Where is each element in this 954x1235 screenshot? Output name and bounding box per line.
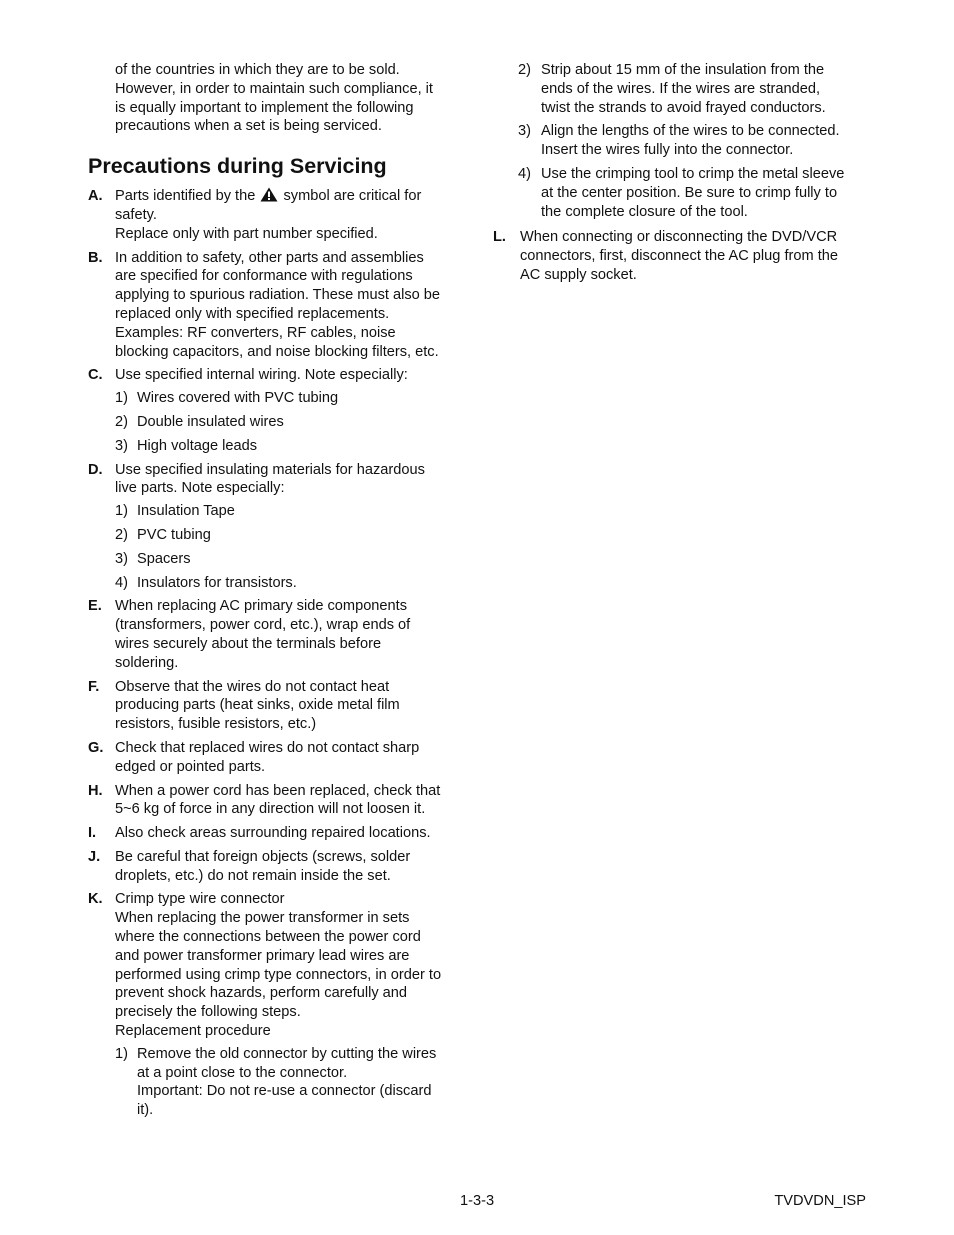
sub-text: it). (137, 1102, 154, 1119)
item-letter: I. (88, 825, 97, 842)
item-text: When a power cord has been replaced, check that (115, 782, 441, 799)
sub-item (115, 413, 466, 432)
item-text: applying to spurious radiation. These must also be (115, 287, 441, 304)
item-d (88, 461, 466, 593)
item-text: replaced only with specified replacements. (115, 305, 390, 322)
sub-item (493, 122, 868, 160)
item-text: (transformers, power cord, etc.), wrap ends of (115, 617, 411, 634)
intro-paragraph (115, 61, 466, 136)
item-text: precisely the following steps. (115, 1004, 301, 1021)
sub-text: Insert the wires fully into the connector. (541, 142, 794, 159)
sub-number: 4) (518, 165, 531, 182)
sub-text: Double insulated wires (137, 413, 284, 430)
item-i (88, 824, 466, 843)
sub-text: the complete closure of the tool. (541, 203, 748, 220)
item-text: Observe that the wires do not contact heat (115, 678, 390, 695)
item-letter: L. (493, 229, 506, 246)
item-h (88, 782, 466, 820)
sub-number: 3) (115, 437, 128, 454)
right-column (493, 61, 868, 290)
item-text: Be careful that foreign objects (screws, solder (115, 848, 411, 865)
sub-text: Important: Do not re-use a connector (discard (137, 1083, 432, 1100)
sub-text: Remove the old connector by cutting the wires (137, 1045, 437, 1062)
page-number: 1-3-3 (460, 1193, 495, 1209)
item-text: When replacing AC primary side components (115, 598, 408, 615)
item-text: AC supply socket. (520, 266, 637, 283)
item-text: Also check areas surrounding repaired locations. (115, 825, 431, 842)
warning-triangle-icon (260, 187, 278, 202)
sub-number: 2) (518, 62, 531, 78)
item-letter: A. (88, 188, 103, 205)
item-text: Replace only with part number specified. (115, 225, 378, 242)
sub-item (115, 437, 466, 456)
item-text: are specified for conformance with regulations (115, 268, 413, 285)
item-c (88, 366, 466, 455)
sub-text: ends of the wires. If the wires are stranded, (541, 80, 821, 97)
item-text: and power transformer primary lead wires are (115, 947, 410, 964)
sub-text: Insulators for transistors. (137, 574, 297, 591)
item-text: droplets, etc.) do not remain inside the set. (115, 867, 391, 884)
section-heading: Precautions during Servicing (88, 154, 387, 179)
sub-number: 1) (115, 503, 128, 520)
sub-text: at the center position. Be sure to crimp fully to (541, 184, 838, 201)
item-text: soldering. (115, 654, 179, 671)
item-letter: H. (88, 782, 103, 799)
sub-number: 2) (115, 413, 128, 430)
sub-text: High voltage leads (137, 437, 258, 454)
sub-number: 4) (115, 574, 128, 591)
sub-number: 1) (115, 1045, 128, 1062)
item-text: connectors, first, disconnect the AC plug from the (520, 248, 838, 265)
item-text: 5~6 kg of force in any direction will not loosen it. (115, 801, 426, 818)
item-text: Replacement procedure (115, 1023, 271, 1040)
item-text: performed using crimp type connectors, in order to (115, 966, 442, 983)
item-text: wires securely about the terminals before (115, 635, 382, 652)
item-text: safety. (115, 206, 157, 223)
item-letter: J. (88, 848, 101, 865)
sub-text: Spacers (137, 550, 191, 567)
intro-line: is equally important to implement the following (115, 99, 414, 116)
item-text: Use specified internal wiring. Note especially: (115, 367, 408, 384)
sub-text: Strip about 15 mm of the insulation from the (541, 62, 825, 78)
sub-item (115, 574, 466, 593)
sub-number: 3) (115, 550, 128, 567)
item-text: Check that replaced wires do not contact sharp (115, 739, 420, 756)
left-column (88, 61, 466, 1125)
sub-text: at a point close to the connector. (137, 1064, 348, 1081)
item-a-post: symbol are critical for (283, 188, 422, 205)
sub-text: PVC tubing (137, 526, 211, 543)
item-text: producing parts (heat sinks, oxide metal film (115, 697, 400, 714)
item-text: where the connections between the power cord (115, 929, 421, 946)
sub-text: Align the lengths of the wires to be connected. (541, 123, 840, 140)
item-letter: C. (88, 367, 103, 384)
item-letter: B. (88, 249, 103, 266)
sub-item (115, 1045, 466, 1120)
sub-item (115, 550, 466, 569)
sub-item (115, 389, 466, 408)
item-b (88, 249, 466, 362)
item-text: When connecting or disconnecting the DVD/VCR (520, 229, 838, 246)
item-text: Crimp type wire connector (115, 891, 285, 908)
sub-item (493, 165, 868, 221)
item-text: blocking capacitors, and noise blocking filters, etc. (115, 343, 439, 360)
item-text: In addition to safety, other parts and assemblies (115, 249, 424, 266)
sub-number: 1) (115, 390, 128, 407)
intro-line: precautions when a set is being serviced. (115, 118, 382, 135)
item-letter: E. (88, 598, 102, 615)
item-text: Examples: RF converters, RF cables, noise (115, 324, 396, 341)
intro-line: of the countries in which they are to be sold. (115, 62, 400, 78)
item-letter: D. (88, 461, 103, 478)
item-text (115, 187, 466, 206)
sub-text: twist the strands to avoid frayed conductors. (541, 99, 826, 116)
item-g (88, 739, 466, 777)
item-letter: F. (88, 678, 100, 695)
item-text: prevent shock hazards, perform carefully and (115, 985, 408, 1002)
item-a-pre: Parts identified by the (115, 188, 256, 205)
item-letter: K. (88, 891, 103, 908)
intro-line: However, in order to maintain such compliance, it (115, 80, 433, 97)
item-letter: G. (88, 739, 104, 756)
item-text: When replacing the power transformer in sets (115, 910, 410, 927)
item-k (88, 890, 466, 1120)
item-a (88, 187, 466, 243)
item-l (493, 228, 868, 284)
sub-text: Wires covered with PVC tubing (137, 390, 339, 407)
item-j (88, 848, 466, 886)
item-text: resistors, fusible resistors, etc.) (115, 716, 317, 733)
sub-item (115, 526, 466, 545)
item-f (88, 678, 466, 734)
sub-item (493, 61, 868, 117)
item-text: live parts. Note especially: (115, 480, 285, 497)
sub-item (115, 502, 466, 521)
sub-number: 3) (518, 123, 531, 140)
sub-number: 2) (115, 526, 128, 543)
item-text: Use specified insulating materials for hazardous (115, 461, 425, 478)
item-text: edged or pointed parts. (115, 758, 266, 775)
sub-text: Use the crimping tool to crimp the metal sleeve (541, 165, 845, 182)
item-e (88, 597, 466, 672)
document-code: TVDVDN_ISP (774, 1193, 866, 1209)
sub-text: Insulation Tape (137, 503, 235, 520)
